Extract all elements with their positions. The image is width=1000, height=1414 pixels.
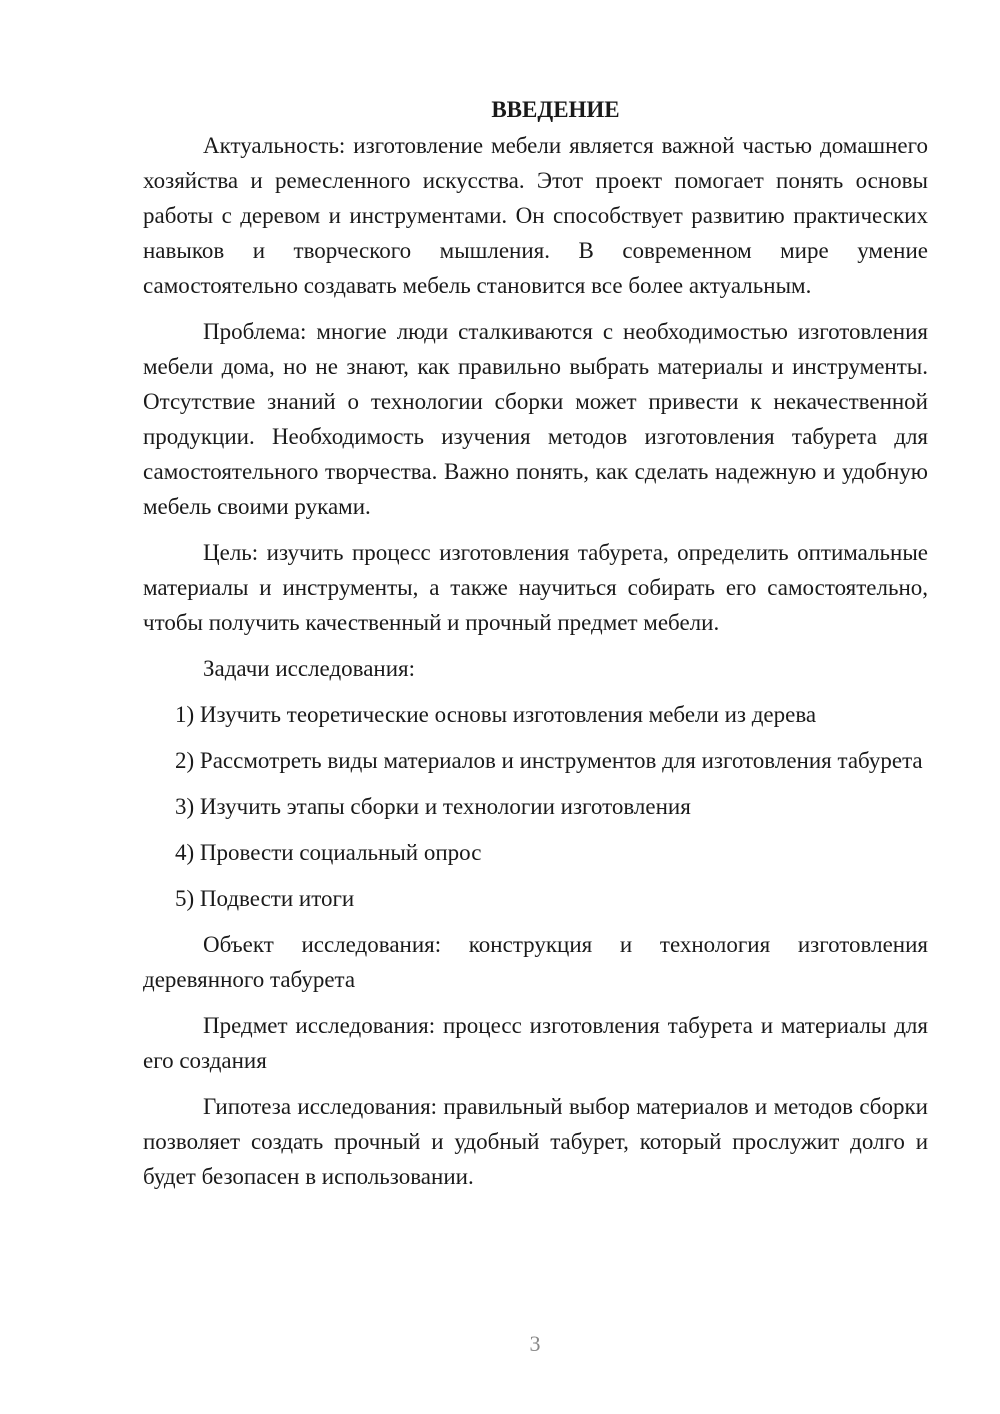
tasks-heading: Задачи исследования: [203, 656, 416, 681]
task-item: 2) Рассмотреть виды материалов и инструментов для изготовления табурета [175, 748, 923, 773]
task-item: 1) Изучить теоретические основы изготовления мебели из дерева [175, 702, 817, 727]
problem-paragraph: Проблема: многие люди сталкиваются с необходимостью изготовления мебели дома, но не знают, как правильно выбрать материалы и инструменты. Отсутствие знаний о технологии сборки может привести к некачественной продукции. Необходимость изучения методов изготовления табурета для самостоятельного творчества. Важно понять, как сделать надежную и удобную мебель своими руками. [143, 319, 928, 519]
document-page [143, 92, 928, 1205]
task-item: 3) Изучить этапы сборки и технологии изготовления [175, 794, 691, 819]
task-item: 5) Подвести итоги [175, 886, 355, 911]
task-item: 4) Провести социальный опрос [175, 840, 482, 865]
subject-paragraph: Предмет исследования: процесс изготовления табурета и материалы для его создания [143, 1013, 928, 1073]
page-title: ВВЕДЕНИЕ [491, 97, 620, 122]
page-number: 3 [529, 1331, 541, 1356]
object-paragraph: Объект исследования: конструкция и технология изготовления деревянного табурета [143, 932, 928, 992]
hypothesis-paragraph: Гипотеза исследования: правильный выбор материалов и методов сборки позволяет создать прочный и удобный табурет, который прослужит долго и будет безопасен в использовании. [143, 1094, 928, 1189]
goal-paragraph: Цель: изучить процесс изготовления табурета, определить оптимальные материалы и инструменты, а также научиться собирать его самостоятельно, чтобы получить качественный и прочный предмет мебели. [143, 540, 928, 635]
relevance-paragraph: Актуальность: изготовление мебели является важной частью домашнего хозяйства и ремесленного искусства. Этот проект помогает понять основы работы с деревом и инструментами. Он способствует развитию практических навыков и творческого мышления. В современном мире умение самостоятельно создавать мебель становится все более актуальным. [143, 133, 928, 298]
